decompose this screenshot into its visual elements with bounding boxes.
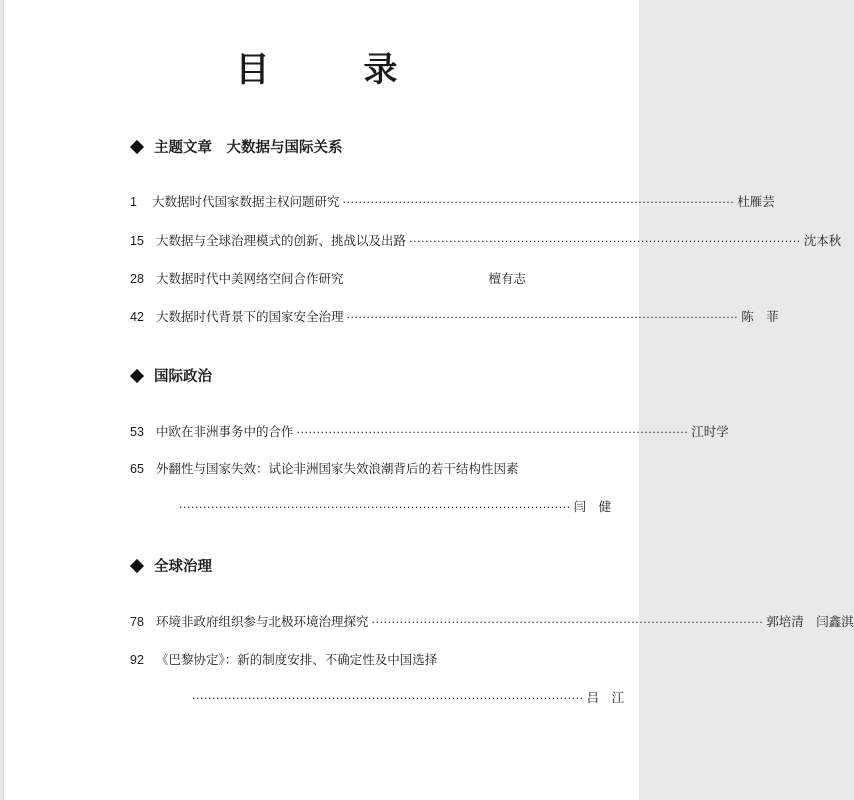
- entry-title: 环境非政府组织参与北极环境治理探究: [156, 614, 369, 629]
- entry-author: 郭培清 闫鑫淇: [766, 614, 854, 629]
- toc-entry[interactable]: [130, 193, 775, 211]
- section-heading-international-politics: [132, 365, 212, 386]
- entry-author: 吕 江: [586, 690, 625, 705]
- entry-page-number: 65: [130, 462, 144, 476]
- entry-author: 江时学: [691, 424, 729, 439]
- section-heading-text: 主题文章 大数据与国际关系: [154, 140, 343, 156]
- diamond-bullet-icon: [130, 369, 144, 383]
- dot-leader: ··································································································: [342, 196, 735, 209]
- entry-title: 外翻性与国家失效：试论非洲国家失效浪潮背后的若干结构性因素: [156, 461, 519, 476]
- dot-leader: ··································································································: [346, 311, 739, 324]
- toc-entry[interactable]: [130, 651, 526, 669]
- toc-entry[interactable]: [130, 423, 729, 441]
- toc-entry[interactable]: [130, 270, 526, 288]
- entry-author: 檀有志: [488, 271, 526, 286]
- toc-entry-continuation[interactable]: [179, 498, 612, 516]
- entry-title: 大数据时代中美网络空间合作研究: [156, 271, 344, 286]
- entry-title: 中欧在非洲事务中的合作: [156, 424, 294, 439]
- entry-author: 沈本秋: [803, 233, 842, 248]
- entry-title: 大数据时代背景下的国家安全治理: [156, 309, 344, 324]
- toc-entry[interactable]: [130, 308, 779, 326]
- dot-leader: ··································································································: [179, 501, 571, 514]
- entry-author: 杜雁芸: [737, 194, 775, 209]
- entry-page-number: 1: [130, 195, 137, 209]
- section-heading-text: 全球治理: [154, 559, 212, 575]
- toc-page: [4, 0, 854, 800]
- dot-leader: ··································································································: [371, 616, 764, 629]
- toc-entry[interactable]: [130, 460, 526, 478]
- section-heading-text: 国际政治: [154, 369, 212, 385]
- page-title: 目 录: [235, 50, 428, 90]
- entry-title: 大数据时代国家数据主权问题研究: [152, 194, 340, 209]
- entry-page-number: 53: [130, 425, 144, 439]
- entry-title: 《巴黎协定》：新的制度安排、不确定性及中国选择: [156, 652, 438, 667]
- section-heading-big-data: [132, 136, 343, 157]
- entry-page-number: 15: [130, 234, 144, 248]
- entry-page-number: 78: [130, 615, 144, 629]
- entry-page-number: 28: [130, 272, 144, 286]
- entry-author: 闫 健: [573, 499, 612, 514]
- entry-page-number: 42: [130, 310, 144, 324]
- entry-author: 陈 菲: [741, 309, 779, 324]
- toc-entry-continuation[interactable]: [192, 689, 625, 707]
- toc-entry[interactable]: [130, 232, 842, 250]
- entry-title: 大数据与全球治理模式的创新、挑战以及出路: [156, 233, 407, 248]
- diamond-bullet-icon: [130, 140, 144, 154]
- diamond-bullet-icon: [130, 559, 144, 573]
- entry-page-number: 92: [130, 653, 144, 667]
- toc-entry[interactable]: [130, 613, 854, 631]
- dot-leader: ··································································································: [192, 692, 584, 705]
- section-heading-global-governance: [132, 555, 212, 576]
- dot-leader: ··································································································: [409, 235, 801, 248]
- dot-leader: ··································································································: [296, 426, 689, 439]
